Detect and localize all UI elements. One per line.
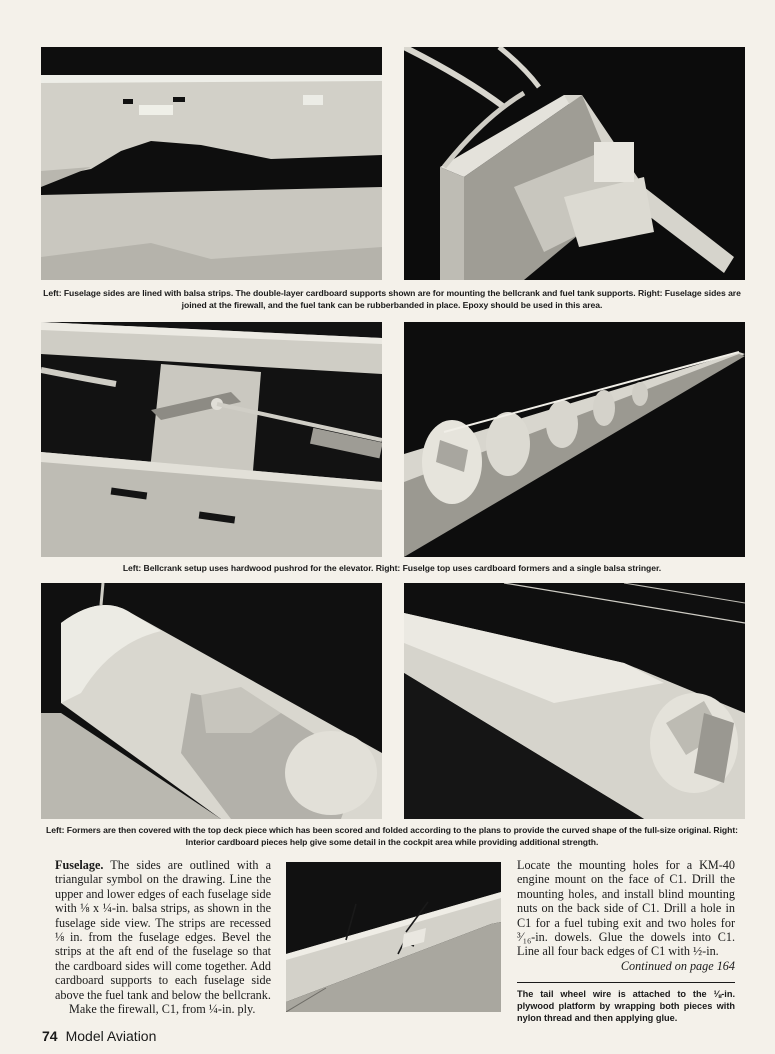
page-number: 74: [42, 1028, 58, 1044]
article-column-right: [517, 858, 735, 973]
photo-fuselage-sides-balsa: [41, 47, 382, 280]
caption-row-1: Left: Fuselage sides are lined with balsa strips. The double-layer cardboard supports shown are for mounting the bellcrank and fuel tank supports. Right: Fuselage sides are joined at the firewall, and the fuel tank can be rubberbanded in place. Epoxy should be used in this area.: [43, 288, 741, 310]
magazine-name: Model Aviation: [65, 1028, 157, 1044]
page-folio: [42, 1028, 156, 1044]
article-paragraph-1: The sides are outlined with a triangular symbol on the drawing. Line the upper and lower edges of each fuselage side with ⅛ x ¼-in. balsa strips, as shown in the fuselage side view. The strips are recessed ⅛ in. from the fuselage edges. Bevel the strips at the aft end of the fuselage so that the cardboard sides will come together. Add cardboard supports to each fuselage side above the fuel tank and below the bellcrank.: [55, 858, 271, 1002]
article-paragraph-3: Locate the mounting holes for a KM-40 engine mount on the face of C1. Drill the mounting holes, and install blind mounting nuts on the back side of C1. Drill a hole in C1 for a fuel tubing exit and two holes for ³⁄₁₆-in. dowels. Glue the dowels into C1. Line all four back edges of C1 with ½-in.: [517, 858, 735, 959]
caption-row-2: Left: Bellcrank setup uses hardwood pushrod for the elevator. Right: Fuselge top uses cardboard formers and a single balsa stringer.: [122, 563, 662, 573]
continued-on-link[interactable]: Continued on page 164: [620, 958, 735, 973]
article-column-left: [55, 858, 271, 1016]
photo-tail-wheel-wire: [286, 862, 501, 1012]
article-paragraph-2: Make the firewall, C1, from ¼-in. ply.: [69, 1002, 256, 1017]
photo-fuselage-firewall-tank: [404, 47, 745, 280]
photo-fuselage-formers-stringer: [404, 322, 745, 557]
photo-top-deck-covering: [41, 583, 382, 819]
section-heading-fuselage: Fuselage.: [55, 858, 104, 872]
inset-photo-caption: The tail wheel wire is attached to the ⅛-in. plywood platform by wrapping both pieces with nylon thread and then applying glue.: [517, 982, 735, 1025]
caption-row-3: Left: Formers are then covered with the top deck piece which has been scored and folded according to the plans to provide the curved shape of the full-size original. Right: Interior cardboard pieces help give some detail in the cockpit area while providing additional strength.: [46, 825, 738, 847]
photo-cockpit-interior: [404, 583, 745, 819]
photo-bellcrank-pushrod: [41, 322, 382, 557]
